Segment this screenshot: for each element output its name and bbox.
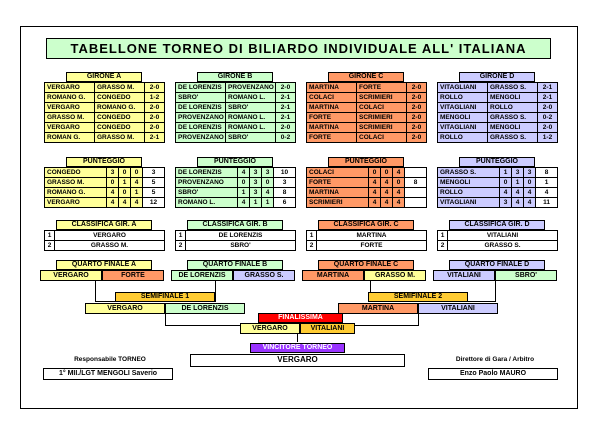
player-one: ROLLO xyxy=(438,93,488,103)
quarter-player-two: GRASSO M. xyxy=(364,270,426,281)
player-two: SBRO' xyxy=(226,103,276,113)
player-two: CONGEDO xyxy=(95,93,145,103)
player-one: DE LORENZIS xyxy=(176,123,226,133)
match-points: 0 xyxy=(369,168,381,178)
player-one: DE LORENZIS xyxy=(176,103,226,113)
quarter-player-two: FORTE xyxy=(102,270,164,281)
group-table xyxy=(437,82,558,143)
rank-number: 1 xyxy=(307,231,317,241)
match-points: 1 xyxy=(512,178,524,188)
total-points: 8 xyxy=(405,178,427,188)
ranking-header: CLASSIFICA GIR. A xyxy=(56,220,152,230)
match-row xyxy=(45,123,165,133)
quarter-header: QUARTO FINALE B xyxy=(187,260,283,270)
match-points: 4 xyxy=(393,188,405,198)
rank-number: 2 xyxy=(45,241,55,251)
standings-row xyxy=(176,178,296,188)
match-score: 2-0 xyxy=(407,113,427,123)
match-points: 4 xyxy=(238,198,250,208)
player-name: MENGOLI xyxy=(438,178,500,188)
match-row xyxy=(176,83,296,93)
group-table xyxy=(44,82,165,143)
total-points: 4 xyxy=(536,188,558,198)
player-name: MARTINA xyxy=(307,188,369,198)
match-points: 4 xyxy=(500,188,512,198)
player-two: ROMANO L. xyxy=(226,123,276,133)
player-two: CONGEDO xyxy=(95,123,145,133)
player-two: ROMANO L. xyxy=(226,93,276,103)
match-score: 2-1 xyxy=(276,93,296,103)
standings-header: PUNTEGGIO xyxy=(66,157,142,167)
player-two: SBRO' xyxy=(226,133,276,143)
match-row xyxy=(45,103,165,113)
semifinal-player-one: MARTINA xyxy=(338,303,418,314)
player-two: CONGEDO xyxy=(95,113,145,123)
ranking-header: CLASSIFICA GIR. D xyxy=(449,220,545,230)
quarter-player-one: MARTINA xyxy=(302,270,364,281)
standings-row xyxy=(307,178,427,188)
player-two: GRASSO M. xyxy=(95,133,145,143)
match-row xyxy=(307,83,427,93)
standings-row xyxy=(45,198,165,208)
player-one: MARTINA xyxy=(307,103,357,113)
ranking-row xyxy=(307,241,427,251)
total-points xyxy=(405,188,427,198)
rank-number: 1 xyxy=(438,231,448,241)
player-one: MENGOLI xyxy=(438,113,488,123)
match-points: 4 xyxy=(238,168,250,178)
player-two: SCRIMIERI xyxy=(357,113,407,123)
match-row xyxy=(176,103,296,113)
ranking-header: CLASSIFICA GIR. B xyxy=(187,220,283,230)
standings-header: PUNTEGGIO xyxy=(459,157,535,167)
player-two: FORTE xyxy=(357,83,407,93)
match-score: 2-0 xyxy=(407,93,427,103)
match-score: 2-0 xyxy=(407,123,427,133)
ranking-header: CLASSIFICA GIR. C xyxy=(318,220,414,230)
standings-row xyxy=(176,188,296,198)
match-score: 2-0 xyxy=(145,123,165,133)
total-points xyxy=(405,198,427,208)
player-two: MENGOLI xyxy=(488,123,538,133)
match-score: 2-1 xyxy=(276,103,296,113)
match-points: 4 xyxy=(393,168,405,178)
standings-table xyxy=(44,167,165,208)
match-points: 0 xyxy=(393,178,405,188)
ranking-table xyxy=(175,230,296,251)
right-official-name: Enzo Paolo MAURO xyxy=(428,368,558,380)
match-points: 0 xyxy=(238,178,250,188)
match-score: 2-1 xyxy=(145,133,165,143)
player-name: ROLLO xyxy=(438,188,500,198)
ranking-table xyxy=(44,230,165,251)
match-row xyxy=(307,123,427,133)
ranked-player: DE LORENZIS xyxy=(186,231,296,241)
rank-number: 1 xyxy=(45,231,55,241)
player-one: ROMANO G. xyxy=(45,93,95,103)
match-points: 3 xyxy=(250,178,262,188)
ranked-player: VERGARO xyxy=(55,231,165,241)
rank-number: 2 xyxy=(438,241,448,251)
match-row xyxy=(176,113,296,123)
player-one: PROVENZANO xyxy=(176,133,226,143)
player-two: ROMANO L. xyxy=(226,113,276,123)
match-points: 3 xyxy=(250,188,262,198)
match-points: 4 xyxy=(119,198,131,208)
player-two: ROMANO G. xyxy=(95,103,145,113)
match-row xyxy=(438,83,558,93)
semifinal-player-two: DE LORENZIS xyxy=(165,303,245,314)
semifinal-player-one: VERGARO xyxy=(85,303,165,314)
match-points: 0 xyxy=(381,168,393,178)
total-points: 5 xyxy=(143,178,165,188)
player-one: ROMAN G. xyxy=(45,133,95,143)
match-points: 1 xyxy=(262,198,274,208)
match-points: 4 xyxy=(381,198,393,208)
player-two: SCRIMIERI xyxy=(357,93,407,103)
semifinal-header: SEMIFINALE 2 xyxy=(368,292,468,302)
match-score: 2-0 xyxy=(276,123,296,133)
player-one: VERGARO xyxy=(45,83,95,93)
final-header: FINALISSIMA xyxy=(258,313,343,323)
match-row xyxy=(438,113,558,123)
ranking-row xyxy=(45,231,165,241)
bracket-line xyxy=(215,281,216,301)
player-two: SCRIMIERI xyxy=(357,123,407,133)
total-points: 6 xyxy=(274,198,296,208)
standings-row xyxy=(45,188,165,198)
player-name: SBRO' xyxy=(176,188,238,198)
player-one: MARTINA xyxy=(307,83,357,93)
match-points: 4 xyxy=(512,198,524,208)
player-two: COLACI xyxy=(357,133,407,143)
player-one: GRASSO M. xyxy=(45,113,95,123)
match-points: 3 xyxy=(512,168,524,178)
total-points: 3 xyxy=(274,178,296,188)
match-points: 1 xyxy=(250,198,262,208)
quarter-header: QUARTO FINALE C xyxy=(318,260,414,270)
match-points: 3 xyxy=(107,168,119,178)
match-points: 4 xyxy=(369,188,381,198)
player-one: FORTE xyxy=(307,113,357,123)
player-name: GRASSO S. xyxy=(438,168,500,178)
player-name: ROMANO L. xyxy=(176,198,238,208)
player-one: VITAGLIANI xyxy=(438,103,488,113)
player-name: FORTE xyxy=(307,178,369,188)
standings-header: PUNTEGGIO xyxy=(197,157,273,167)
standings-row xyxy=(176,168,296,178)
player-one: ROLLO xyxy=(438,133,488,143)
match-points: 4 xyxy=(131,178,143,188)
match-points: 0 xyxy=(500,178,512,188)
semifinal-player-two: VITALIANI xyxy=(418,303,498,314)
match-score: 2-0 xyxy=(407,133,427,143)
match-points: 0 xyxy=(119,188,131,198)
match-points: 1 xyxy=(119,178,131,188)
player-two: GRASSO S. xyxy=(488,113,538,123)
match-points: 1 xyxy=(500,168,512,178)
match-score: 0-2 xyxy=(276,133,296,143)
ranked-player: FORTE xyxy=(317,241,427,251)
match-points: 4 xyxy=(369,178,381,188)
player-name: ROMANO G. xyxy=(45,188,107,198)
bracket-line xyxy=(297,334,298,342)
standings-row xyxy=(438,188,558,198)
match-score: 2-0 xyxy=(538,123,558,133)
quarter-player-one: DE LORENZIS xyxy=(171,270,233,281)
bracket-line xyxy=(355,325,419,326)
match-score: 2-0 xyxy=(276,83,296,93)
match-points: 0 xyxy=(119,168,131,178)
player-name: VITAGLIANI xyxy=(438,198,500,208)
match-points: 4 xyxy=(393,198,405,208)
player-one: VITAGLIANI xyxy=(438,123,488,133)
ranking-row xyxy=(176,231,296,241)
winner-header: VINCITORE TORNEO xyxy=(250,343,345,353)
quarter-player-two: GRASSO S. xyxy=(233,270,295,281)
left-official-name: 1° MII./LGT MENGOLI Saverio xyxy=(43,368,173,380)
group-table xyxy=(175,82,296,143)
standings-table xyxy=(175,167,296,208)
final-player-two: VITALIANI xyxy=(300,323,355,334)
match-score: 2-0 xyxy=(407,83,427,93)
group-header: GIRONE D xyxy=(459,72,535,82)
match-score: 1-2 xyxy=(538,133,558,143)
right-official-label: Direttore di Gara / Arbitro xyxy=(455,356,535,363)
ranking-row xyxy=(438,241,558,251)
match-score: 2-0 xyxy=(145,103,165,113)
total-points xyxy=(405,168,427,178)
total-points: 3 xyxy=(143,168,165,178)
match-score: 2-0 xyxy=(145,83,165,93)
ranked-player: MARTINA xyxy=(317,231,427,241)
total-points: 5 xyxy=(143,188,165,198)
match-score: 2-1 xyxy=(276,113,296,123)
quarter-player-two: SBRO' xyxy=(495,270,557,281)
standings-table xyxy=(437,167,558,208)
match-points: 0 xyxy=(131,168,143,178)
group-header: GIRONE A xyxy=(66,72,142,82)
match-row xyxy=(45,83,165,93)
quarter-player-one: VERGARO xyxy=(40,270,102,281)
player-one: PROVENZANO xyxy=(176,113,226,123)
final-player-one: VERGARO xyxy=(240,323,300,334)
ranked-player: GRASSO S. xyxy=(448,241,558,251)
player-one: DE LORENZIS xyxy=(176,83,226,93)
player-name: CONGEDO xyxy=(45,168,107,178)
match-points: 4 xyxy=(524,188,536,198)
match-points: 4 xyxy=(381,188,393,198)
player-name: PROVENZANO xyxy=(176,178,238,188)
match-points: 4 xyxy=(107,198,119,208)
match-score: 2-0 xyxy=(538,103,558,113)
player-name: GRASSO M. xyxy=(45,178,107,188)
player-one: COLACI xyxy=(307,93,357,103)
player-two: COLACI xyxy=(357,103,407,113)
left-official-label: Responsabile TORNEO xyxy=(74,356,146,363)
player-one: VERGARO xyxy=(45,103,95,113)
player-name: SCRIMIERI xyxy=(307,198,369,208)
quarter-header: QUARTO FINALE A xyxy=(56,260,152,270)
ranking-row xyxy=(438,231,558,241)
match-points: 4 xyxy=(512,188,524,198)
total-points: 8 xyxy=(274,188,296,198)
rank-number: 1 xyxy=(176,231,186,241)
standings-row xyxy=(176,198,296,208)
match-points: 0 xyxy=(524,178,536,188)
ranking-row xyxy=(176,241,296,251)
match-points: 4 xyxy=(131,198,143,208)
match-row xyxy=(307,103,427,113)
standings-row xyxy=(45,178,165,188)
bracket-line xyxy=(95,281,96,301)
bracket-line xyxy=(165,325,240,326)
match-points: 4 xyxy=(107,188,119,198)
ranking-table xyxy=(306,230,427,251)
standings-row xyxy=(45,168,165,178)
total-points: 10 xyxy=(274,168,296,178)
ranking-row xyxy=(45,241,165,251)
match-score: 2-1 xyxy=(538,93,558,103)
ranked-player: GRASSO M. xyxy=(55,241,165,251)
standings-row xyxy=(307,198,427,208)
match-points: 1 xyxy=(238,188,250,198)
match-row xyxy=(438,93,558,103)
standings-header: PUNTEGGIO xyxy=(328,157,404,167)
match-row xyxy=(176,93,296,103)
standings-row xyxy=(438,198,558,208)
ranking-table xyxy=(437,230,558,251)
total-points: 1 xyxy=(536,178,558,188)
match-row xyxy=(45,93,165,103)
match-score: 1-2 xyxy=(145,93,165,103)
ranked-player: VITALIANI xyxy=(448,231,558,241)
match-score: 2-0 xyxy=(145,113,165,123)
total-points: 8 xyxy=(536,168,558,178)
match-score: 2-0 xyxy=(407,103,427,113)
standings-table xyxy=(306,167,427,208)
match-points: 4 xyxy=(369,198,381,208)
player-name: DE LORENZIS xyxy=(176,168,238,178)
standings-row xyxy=(438,168,558,178)
player-one: VERGARO xyxy=(45,123,95,133)
match-points: 4 xyxy=(381,178,393,188)
player-two: GRASSO S. xyxy=(488,133,538,143)
rank-number: 2 xyxy=(176,241,186,251)
match-points: 4 xyxy=(524,198,536,208)
match-points: 3 xyxy=(500,198,512,208)
match-points: 0 xyxy=(262,178,274,188)
player-two: MENGOLI xyxy=(488,93,538,103)
match-row xyxy=(176,123,296,133)
match-row xyxy=(438,123,558,133)
player-two: ROLLO xyxy=(488,103,538,113)
player-two: GRASSO M. xyxy=(95,83,145,93)
standings-row xyxy=(307,168,427,178)
group-header: GIRONE C xyxy=(328,72,404,82)
semifinal-header: SEMIFINALE 1 xyxy=(115,292,215,302)
match-points: 3 xyxy=(250,168,262,178)
match-points: 4 xyxy=(262,188,274,198)
player-two: PROVENZANO xyxy=(226,83,276,93)
rank-number: 2 xyxy=(307,241,317,251)
standings-row xyxy=(438,178,558,188)
player-one: FORTE xyxy=(307,133,357,143)
quarter-header: QUARTO FINALE D xyxy=(449,260,545,270)
player-one: SBRO' xyxy=(176,93,226,103)
match-row xyxy=(176,133,296,143)
match-row xyxy=(438,133,558,143)
standings-row xyxy=(307,188,427,198)
player-two: GRASSO S. xyxy=(488,83,538,93)
player-name: COLACI xyxy=(307,168,369,178)
match-row xyxy=(438,103,558,113)
ranked-player: SBRO' xyxy=(186,241,296,251)
match-row xyxy=(307,133,427,143)
group-table xyxy=(306,82,427,143)
total-points: 11 xyxy=(536,198,558,208)
match-points: 0 xyxy=(107,178,119,188)
match-row xyxy=(45,113,165,123)
match-row xyxy=(307,93,427,103)
player-name: VERGARO xyxy=(45,198,107,208)
total-points: 12 xyxy=(143,198,165,208)
match-row xyxy=(45,133,165,143)
page-title: TABELLONE TORNEO DI BILIARDO INDIVIDUALE ALL' ITALIANA xyxy=(46,38,551,59)
quarter-player-one: VITALIANI xyxy=(433,270,495,281)
match-points: 3 xyxy=(524,168,536,178)
ranking-row xyxy=(307,231,427,241)
player-one: VITAGLIANI xyxy=(438,83,488,93)
match-row xyxy=(307,113,427,123)
match-points: 3 xyxy=(262,168,274,178)
match-points: 1 xyxy=(131,188,143,198)
match-score: 0-2 xyxy=(538,113,558,123)
bracket-line xyxy=(495,281,496,301)
match-score: 2-1 xyxy=(538,83,558,93)
group-header: GIRONE B xyxy=(197,72,273,82)
winner-name: VERGARO xyxy=(190,354,405,367)
player-one: MARTINA xyxy=(307,123,357,133)
